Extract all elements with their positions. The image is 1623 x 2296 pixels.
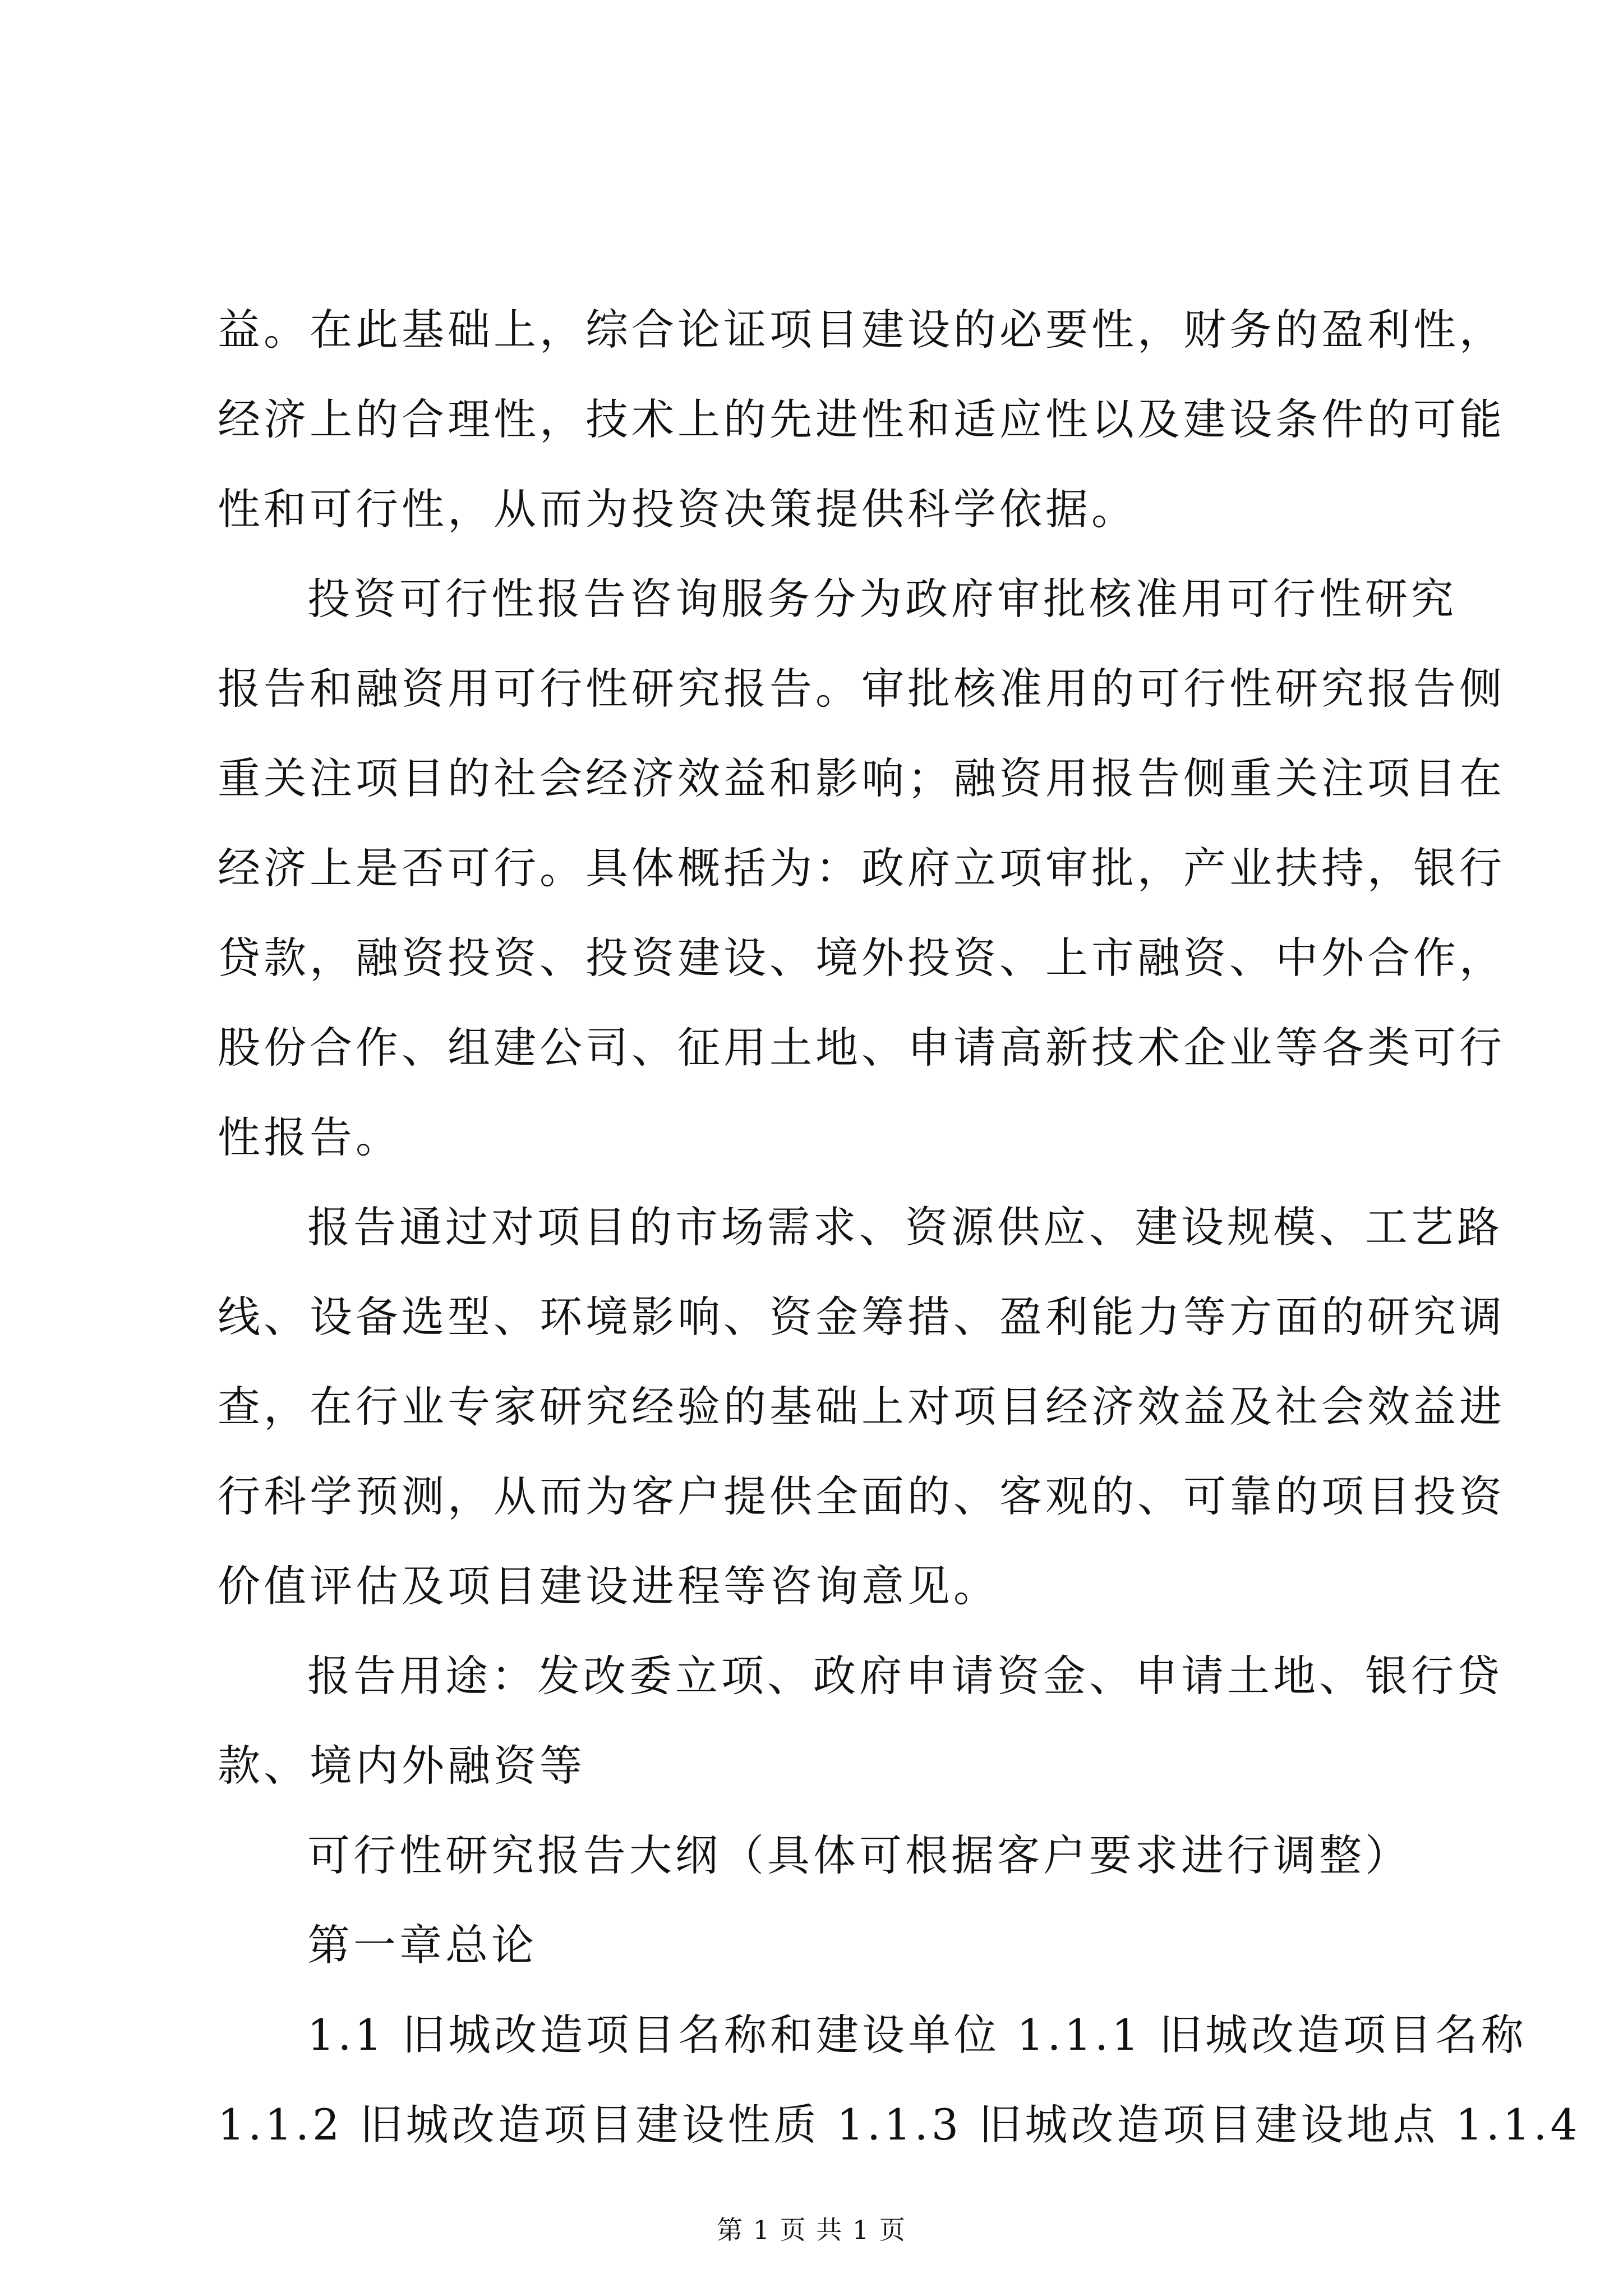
body-text-line: 性和可行性，从而为投资决策提供科学依据。: [218, 484, 1137, 534]
paragraph-first-line: 投资可行性报告咨询服务分为政府审批核准用可行性研究: [307, 574, 1457, 624]
body-text-line: 重关注项目的社会经济效益和影响；融资用报告侧重关注项目在: [218, 753, 1505, 803]
paragraph-first-line: 报告用途：发改委立项、政府申请资金、申请土地、银行贷: [307, 1651, 1503, 1701]
body-text-line: 益。在此基础上，综合论证项目建设的必要性，财务的盈利性，: [218, 305, 1505, 355]
section-line: 1.1.2 旧城改造项目建设性质 1.1.3 旧城改造项目建设地点 1.1.4: [218, 2100, 1581, 2150]
section-line: 1.1 旧城改造项目名称和建设单位 1.1.1 旧城改造项目名称: [307, 2010, 1527, 2060]
body-text-line: 价值评估及项目建设进程等咨询意见。: [218, 1561, 999, 1611]
body-text-line: 线、设备选型、环境影响、资金筹措、盈利能力等方面的研究调: [218, 1292, 1505, 1342]
body-text-line: 股份合作、组建公司、征用土地、申请高新技术企业等各类可行: [218, 1023, 1505, 1073]
body-text-line: 经济上的合理性，技术上的先进性和适应性以及建设条件的可能: [218, 394, 1505, 444]
body-text-line: 贷款，融资投资、投资建设、境外投资、上市融资、中外合作，: [218, 933, 1505, 983]
body-text-line: 查，在行业专家研究经验的基础上对项目经济效益及社会效益进: [218, 1382, 1505, 1432]
body-text-line: 报告和融资用可行性研究报告。审批核准用的可行性研究报告侧: [218, 664, 1505, 714]
paragraph-first-line: 报告通过对项目的市场需求、资源供应、建设规模、工艺路: [307, 1202, 1503, 1252]
body-text-line: 款、境内外融资等: [218, 1741, 585, 1791]
body-text-line: 行科学预测，从而为客户提供全面的、客观的、可靠的项目投资: [218, 1471, 1505, 1521]
chapter-heading: 第一章总论: [307, 1920, 537, 1970]
body-text-line: 经济上是否可行。具体概括为：政府立项审批，产业扶持，银行: [218, 843, 1505, 893]
body-text-line: 性报告。: [218, 1112, 402, 1162]
page-number-footer: 第 1 页 共 1 页: [717, 2215, 906, 2245]
outline-heading: 可行性研究报告大纲（具体可根据客户要求进行调整）: [307, 1830, 1411, 1880]
